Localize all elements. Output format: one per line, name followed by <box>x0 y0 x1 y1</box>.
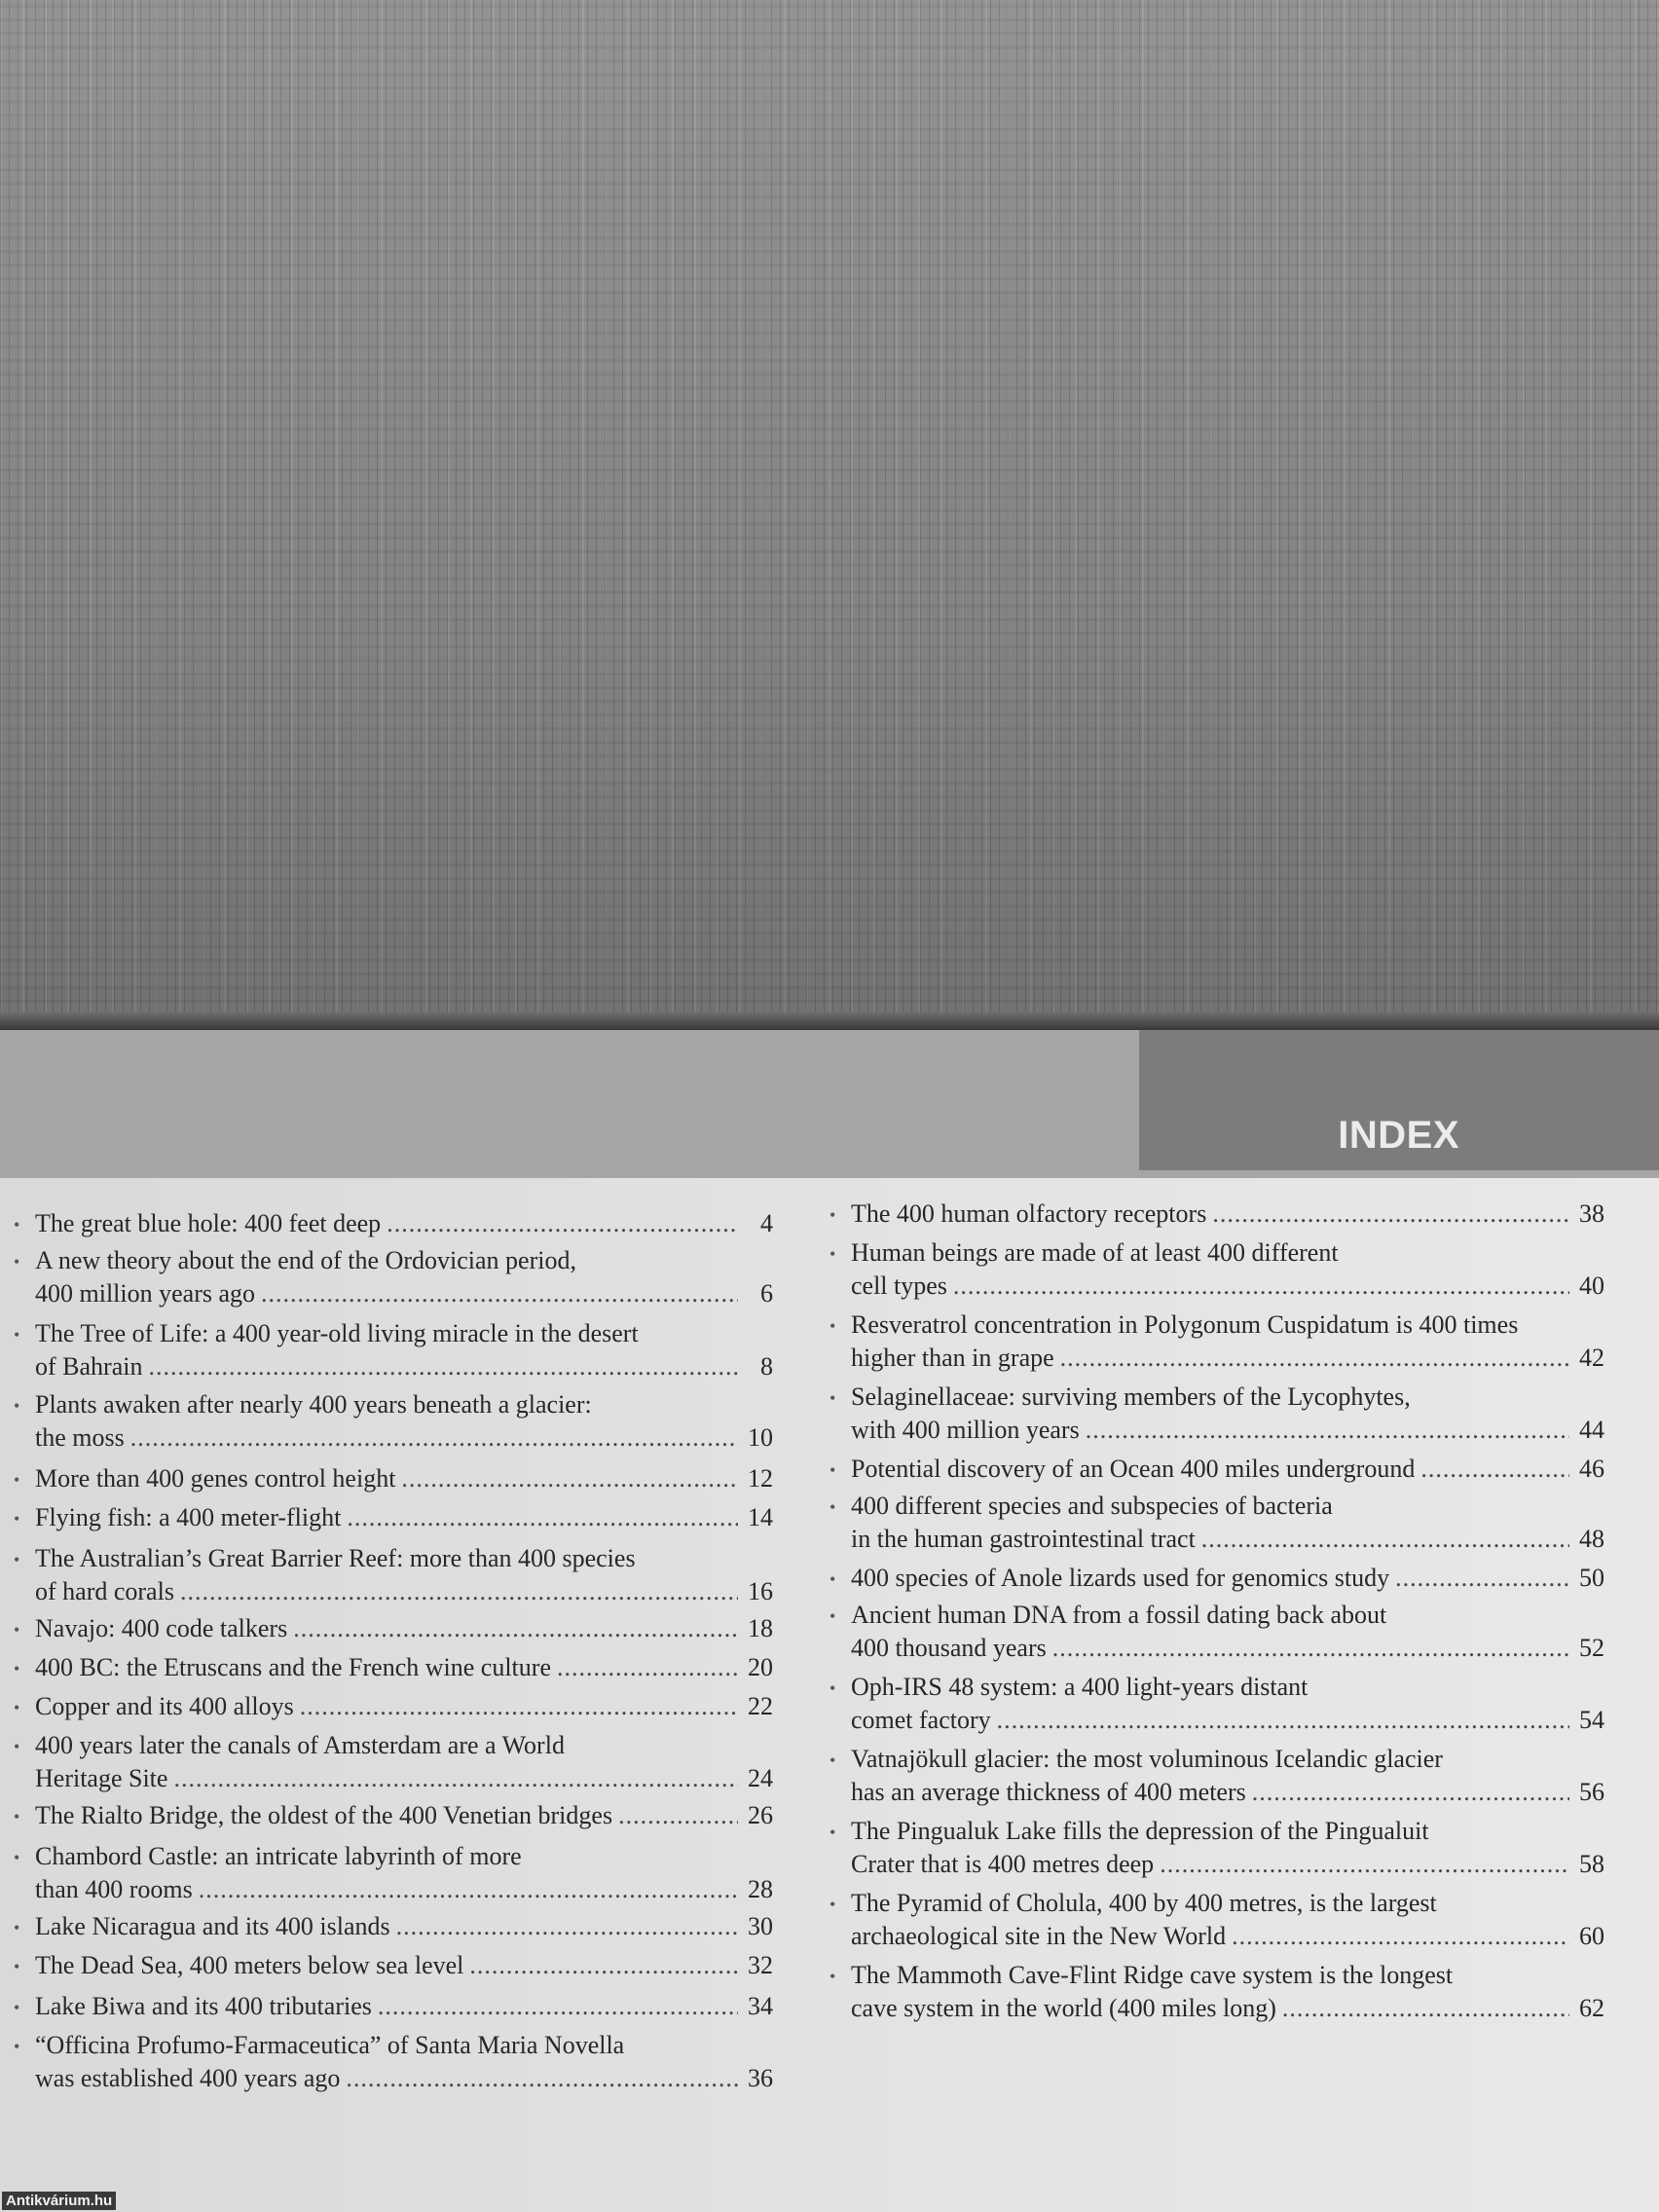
index-entry <box>830 1815 1604 1881</box>
page-number: 60 <box>1579 1922 1604 1950</box>
book-cover-wood-texture <box>0 0 1659 1030</box>
bullet-icon: • <box>14 1698 20 1717</box>
entry-line: Potential discovery of an Ocean 400 miles underground <box>851 1455 1416 1483</box>
page-number: 54 <box>1579 1706 1604 1734</box>
entry-line: 400 thousand years <box>851 1634 1047 1662</box>
dot-leader <box>1052 1632 1569 1665</box>
dot-leader <box>293 1612 738 1645</box>
entry-text <box>851 1959 1604 2025</box>
entry-line: of hard corals <box>35 1577 174 1605</box>
entry-line: 400 years later the canals of Amsterdam are a World <box>35 1731 565 1759</box>
page-number: 50 <box>1579 1564 1604 1592</box>
bullet-icon: • <box>14 1325 20 1345</box>
index-entry <box>14 1501 773 1535</box>
page-number: 4 <box>760 1209 773 1237</box>
index-entry <box>830 1743 1604 1809</box>
entry-text <box>35 1542 773 1608</box>
entry-line: 400 BC: the Etruscans and the French wine culture <box>35 1653 551 1681</box>
dot-leader <box>199 1873 738 1906</box>
entry-text <box>35 1840 773 1906</box>
entry-text <box>35 1690 773 1724</box>
entry-line: Navajo: 400 code talkers <box>35 1614 288 1642</box>
dot-leader <box>180 1575 738 1608</box>
index-entry <box>830 1959 1604 2025</box>
dot-leader <box>1420 1453 1569 1486</box>
entry-line: Copper and its 400 alloys <box>35 1692 294 1720</box>
dot-leader <box>401 1462 738 1495</box>
bullet-icon: • <box>14 1550 20 1569</box>
index-entry <box>830 1562 1604 1596</box>
entry-text <box>35 1990 773 2024</box>
index-entry <box>14 1799 773 1833</box>
bullet-icon: • <box>14 1396 20 1416</box>
page-number: 10 <box>748 1423 773 1452</box>
page-number: 20 <box>748 1653 773 1681</box>
entry-line: was established 400 years ago <box>35 2064 341 2092</box>
entry-text <box>35 1501 773 1535</box>
entry-line: the moss <box>35 1423 125 1452</box>
page-number: 28 <box>748 1875 773 1903</box>
bullet-icon: • <box>14 1807 20 1826</box>
index-entry <box>14 1990 773 2024</box>
entry-text <box>35 1462 773 1496</box>
entry-text <box>851 1743 1604 1809</box>
entry-line: The Dead Sea, 400 meters below sea level <box>35 1951 464 1979</box>
bullet-icon: • <box>830 1823 836 1842</box>
page-number: 42 <box>1579 1344 1604 1372</box>
page-number: 22 <box>748 1692 773 1720</box>
page-number: 58 <box>1579 1850 1604 1878</box>
entry-line: 400 different species and subspecies of bacteria <box>851 1492 1333 1520</box>
entry-text <box>35 1651 773 1685</box>
dot-leader <box>1282 1992 1569 2025</box>
dot-leader <box>378 1990 738 2023</box>
entry-line: Vatnajökull glacier: the most voluminous Icelandic glacier <box>851 1745 1443 1773</box>
entry-line: The 400 human olfactory receptors <box>851 1199 1207 1228</box>
dot-leader <box>557 1651 738 1684</box>
entry-text <box>851 1198 1604 1232</box>
page-number: 36 <box>748 2064 773 2092</box>
entry-line: than 400 rooms <box>35 1875 193 1903</box>
index-entry <box>14 1462 773 1496</box>
bullet-icon: • <box>14 1252 20 1272</box>
entry-line: with 400 million years <box>851 1416 1080 1444</box>
index-entry <box>14 1317 773 1383</box>
entry-line: of Bahrain <box>35 1352 143 1381</box>
dot-leader <box>1086 1414 1569 1447</box>
page-number: 44 <box>1579 1416 1604 1444</box>
bullet-icon: • <box>14 1957 20 1976</box>
index-entry <box>14 2029 773 2095</box>
index-entry <box>830 1887 1604 1953</box>
bullet-icon: • <box>830 1606 836 1626</box>
index-entry <box>830 1671 1604 1737</box>
entry-line: 400 million years ago <box>35 1279 256 1308</box>
bullet-icon: • <box>14 1470 20 1490</box>
index-entry <box>14 1840 773 1906</box>
index-entry <box>14 1949 773 1983</box>
entry-line: comet factory <box>851 1706 991 1734</box>
entry-line: “Officina Profumo-Farmaceutica” of Santa Maria Novella <box>35 2031 625 2059</box>
page-number: 40 <box>1579 1272 1604 1300</box>
bullet-icon: • <box>14 1215 20 1235</box>
index-entry <box>830 1381 1604 1447</box>
entry-line: More than 400 genes control height <box>35 1464 396 1493</box>
dot-leader <box>173 1762 738 1795</box>
bullet-icon: • <box>830 1244 836 1264</box>
index-entry <box>14 1542 773 1608</box>
entry-line: Chambord Castle: an intricate labyrinth of more <box>35 1842 522 1870</box>
page-number: 12 <box>748 1464 773 1493</box>
dot-leader <box>347 1501 738 1534</box>
entry-text <box>851 1599 1604 1665</box>
dot-leader <box>346 2062 738 2095</box>
entry-line: The Pingualuk Lake fills the depression of the Pingualuit <box>851 1817 1429 1845</box>
entry-line: Selaginellaceae: surviving members of the Lycophytes, <box>851 1382 1411 1411</box>
page-number: 18 <box>748 1614 773 1642</box>
entry-line: in the human gastrointestinal tract <box>851 1525 1196 1553</box>
page-number: 14 <box>748 1503 773 1531</box>
index-entry <box>830 1490 1604 1556</box>
dot-leader <box>1395 1562 1569 1595</box>
dot-leader <box>148 1350 738 1383</box>
index-entry <box>14 1244 773 1310</box>
entry-text <box>851 1815 1604 1881</box>
entry-text <box>35 1799 773 1833</box>
entry-text <box>851 1562 1604 1596</box>
index-entry <box>14 1690 773 1724</box>
index-entry <box>14 1207 773 1241</box>
bullet-icon: • <box>830 1678 836 1698</box>
entry-text <box>851 1236 1604 1303</box>
entry-line: Crater that is 400 metres deep <box>851 1850 1155 1878</box>
bullet-icon: • <box>14 2037 20 2056</box>
entry-text <box>35 2029 773 2095</box>
entry-line: Oph-IRS 48 system: a 400 light-years distant <box>851 1673 1309 1701</box>
bullet-icon: • <box>830 1569 836 1589</box>
bullet-icon: • <box>830 1751 836 1770</box>
entry-line: cell types <box>851 1272 947 1300</box>
entry-text <box>851 1309 1604 1375</box>
dot-leader <box>300 1690 738 1723</box>
entry-line: The Mammoth Cave-Flint Ridge cave system is the longest <box>851 1961 1454 1989</box>
index-entry <box>830 1309 1604 1375</box>
entry-text <box>35 1207 773 1241</box>
bullet-icon: • <box>14 1509 20 1529</box>
entry-line: The Australian’s Great Barrier Reef: more than 400 species <box>35 1544 636 1572</box>
dot-leader <box>997 1704 1569 1737</box>
page-number: 46 <box>1579 1455 1604 1483</box>
index-entry <box>14 1729 773 1795</box>
dot-leader <box>1252 1776 1569 1809</box>
index-entry <box>830 1236 1604 1303</box>
page-title: INDEX <box>1338 1114 1459 1157</box>
dot-leader <box>1212 1198 1569 1231</box>
dot-leader <box>130 1421 738 1455</box>
entry-line: Resveratrol concentration in Polygonum Cuspidatum is 400 times <box>851 1310 1519 1339</box>
entry-line: Ancient human DNA from a fossil dating back about <box>851 1601 1387 1629</box>
entry-line: Human beings are made of at least 400 different <box>851 1238 1339 1267</box>
entry-text <box>35 1317 773 1383</box>
index-content <box>0 1178 1659 2212</box>
bullet-icon: • <box>14 1848 20 1867</box>
page-number: 52 <box>1579 1634 1604 1662</box>
page-number: 48 <box>1579 1525 1604 1553</box>
bullet-icon: • <box>14 1659 20 1678</box>
entry-text <box>35 1244 773 1310</box>
watermark: Antikvárium.hu <box>2 2192 116 2210</box>
index-page <box>0 1030 1659 2212</box>
entry-line: The Pyramid of Cholula, 400 by 400 metres, is the largest <box>851 1889 1437 1917</box>
index-entry <box>830 1453 1604 1487</box>
entry-line: 400 species of Anole lizards used for genomics study <box>851 1564 1390 1592</box>
index-entry <box>14 1910 773 1944</box>
entry-line: archaeological site in the New World <box>851 1922 1227 1950</box>
index-header-box <box>1139 1030 1659 1170</box>
page-number: 16 <box>748 1577 773 1605</box>
page-number: 30 <box>748 1912 773 1940</box>
bullet-icon: • <box>14 1737 20 1756</box>
entry-text <box>35 1729 773 1795</box>
entry-text <box>35 1612 773 1646</box>
dot-leader <box>469 1949 738 1982</box>
entry-line: cave system in the world (400 miles long) <box>851 1994 1276 2022</box>
page-number: 8 <box>760 1352 773 1381</box>
entry-text <box>851 1453 1604 1487</box>
entry-line: The great blue hole: 400 feet deep <box>35 1209 382 1237</box>
page-number: 34 <box>748 1992 773 2020</box>
entry-line: Heritage Site <box>35 1764 168 1792</box>
bullet-icon: • <box>14 1998 20 2017</box>
dot-leader <box>1232 1920 1569 1953</box>
bullet-icon: • <box>830 1460 836 1480</box>
entry-line: The Tree of Life: a 400 year-old living miracle in the desert <box>35 1319 639 1347</box>
entry-line: Plants awaken after nearly 400 years beneath a glacier: <box>35 1390 592 1419</box>
dot-leader <box>1160 1848 1569 1881</box>
dot-leader <box>618 1799 738 1832</box>
page-number: 56 <box>1579 1778 1604 1806</box>
bullet-icon: • <box>830 1316 836 1336</box>
dot-leader <box>1201 1523 1569 1556</box>
index-entry <box>830 1198 1604 1232</box>
entry-text <box>35 1910 773 1944</box>
bullet-icon: • <box>830 1895 836 1914</box>
entry-text <box>851 1381 1604 1447</box>
index-entry <box>830 1599 1604 1665</box>
entry-text <box>851 1490 1604 1556</box>
entry-text <box>851 1671 1604 1737</box>
dot-leader <box>1060 1342 1569 1375</box>
dot-leader <box>953 1270 1569 1303</box>
entry-text <box>851 1887 1604 1953</box>
dot-leader <box>261 1277 738 1310</box>
entry-text <box>35 1388 773 1455</box>
entry-line: A new theory about the end of the Ordovician period, <box>35 1246 576 1274</box>
index-entry <box>14 1388 773 1455</box>
entry-line: The Rialto Bridge, the oldest of the 400 Venetian bridges <box>35 1801 613 1829</box>
page-number: 62 <box>1579 1994 1604 2022</box>
bullet-icon: • <box>14 1620 20 1640</box>
entry-line: higher than in grape <box>851 1344 1054 1372</box>
entry-line: has an average thickness of 400 meters <box>851 1778 1246 1806</box>
entry-line: Flying fish: a 400 meter-flight <box>35 1503 342 1531</box>
entry-text <box>35 1949 773 1983</box>
index-entry <box>14 1651 773 1685</box>
bullet-icon: • <box>830 1205 836 1225</box>
dot-leader <box>387 1207 738 1240</box>
dot-leader <box>396 1910 738 1943</box>
bullet-icon: • <box>830 1388 836 1408</box>
page-number: 32 <box>748 1951 773 1979</box>
entry-line: Lake Nicaragua and its 400 islands <box>35 1912 390 1940</box>
page-number: 6 <box>760 1279 773 1308</box>
bullet-icon: • <box>14 1918 20 1937</box>
page-number: 24 <box>748 1764 773 1792</box>
bullet-icon: • <box>830 1967 836 1986</box>
page-number: 38 <box>1579 1199 1604 1228</box>
index-entry <box>14 1612 773 1646</box>
page-number: 26 <box>748 1801 773 1829</box>
entry-line: Lake Biwa and its 400 tributaries <box>35 1992 372 2020</box>
bullet-icon: • <box>830 1497 836 1517</box>
